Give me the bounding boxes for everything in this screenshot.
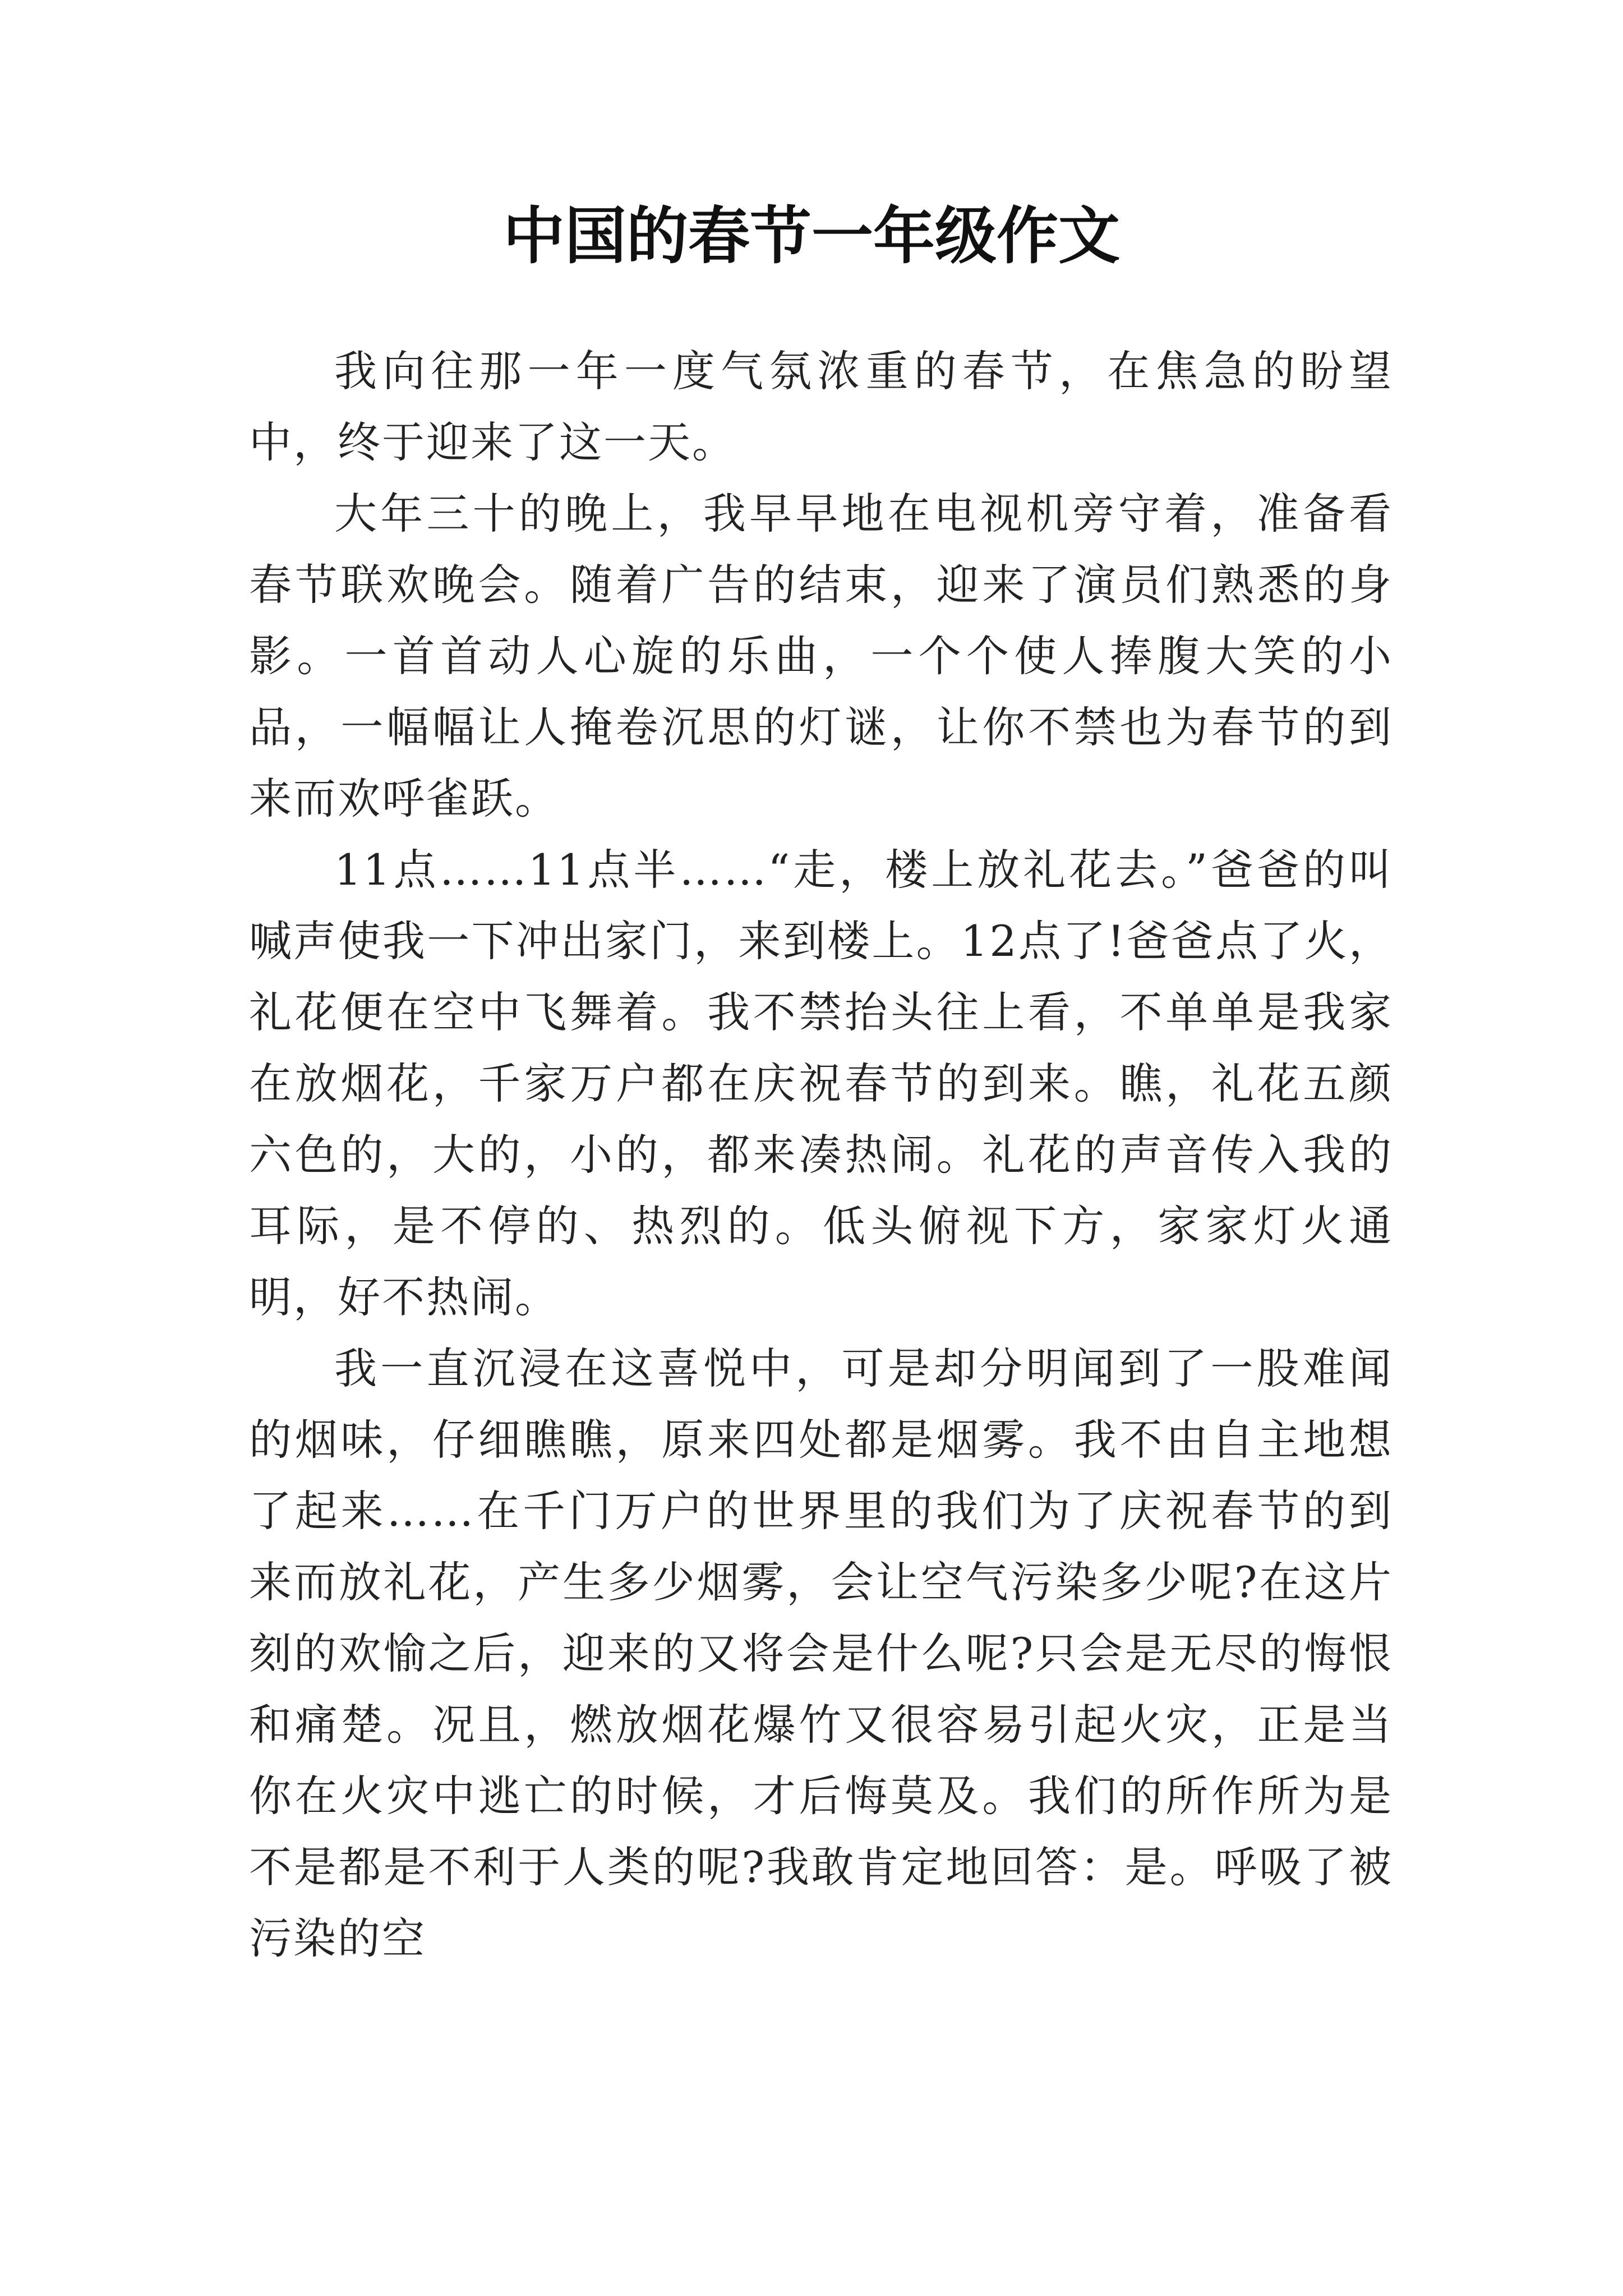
paragraph: 11点……11点半……“走，楼上放礼花去。”爸爸的叫喊声使我一下冲出家门，来到楼上。12点了!爸爸点了火，礼花便在空中飞舞着。我不禁抬头往上看，不单单是我家在放烟花，千家万户都在庆祝春节的到来。瞧，礼花五颜六色的，大的，小的，都来凑热闹。礼花的声音传入我的耳际，是不停的、热烈的。低头俯视下方，家家灯火通明，好不热闹。 [249,845,1393,1322]
paragraph: 大年三十的晚上，我早早地在电视机旁守着，准备看春节联欢晚会。随着广告的结束，迎来了演员们熟悉的身影。一首首动人心旋的乐曲，一个个使人捧腹大笑的小品，一幅幅让人掩卷沉思的灯谜，让你不禁也为春节的到来而欢呼雀跃。 [249,489,1393,823]
paragraph: 我一直沉浸在这喜悦中，可是却分明闻到了一股难闻的烟味，仔细瞧瞧，原来四处都是烟雾。我不由自主地想了起来……在千门万户的世界里的我们为了庆祝春节的到来而放礼花，产生多少烟雾，会让空气污染多少呢?在这片刻的欢愉之后，迎来的又将会是什么呢?只会是无尽的悔恨和痛楚。况且，燃放烟花爆竹又很容易引起火灾，正是当你在火灾中逃亡的时候，才后悔莫及。我们的所作所为是不是都是不利于人类的呢?我敢肯定地回答：是。呼吸了被污染的空 [249,1343,1393,1963]
paragraph: 我向往那一年一度气氛浓重的春节，在焦急的盼望中，终于迎来了这一天。 [249,346,1393,467]
document-body [249,335,1393,1974]
document-title: 中国的春节一年级作文 [503,200,1120,272]
